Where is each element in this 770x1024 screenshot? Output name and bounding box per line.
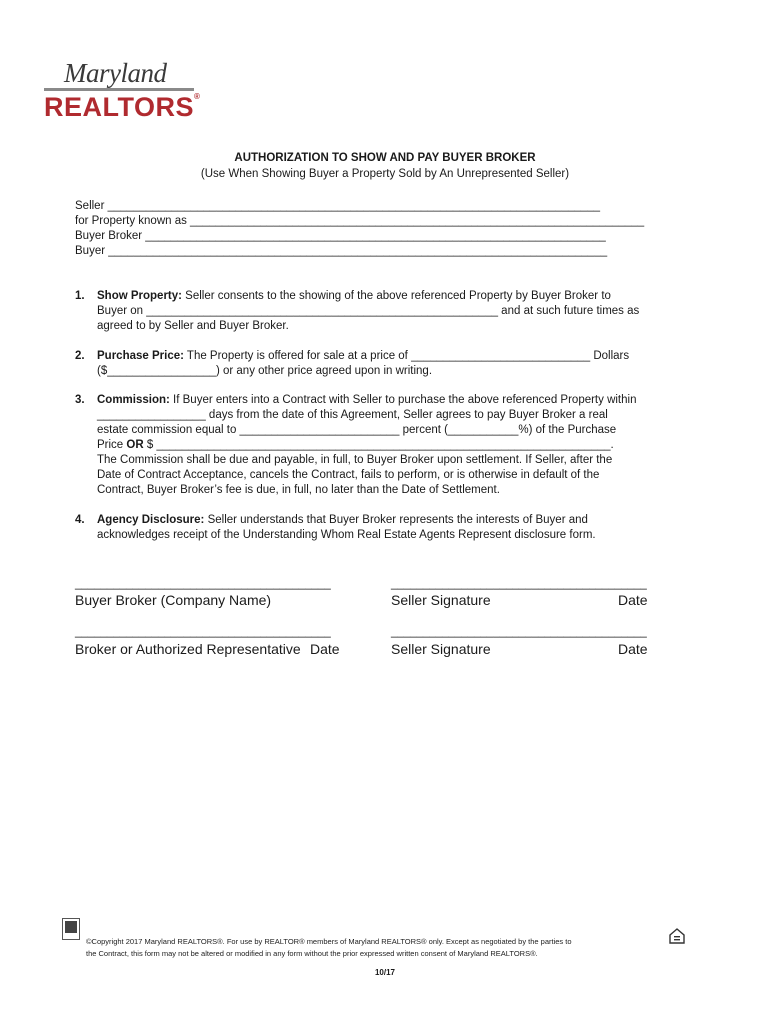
section-body (97, 513, 695, 543)
property-field[interactable]: for Property known as _______________________________________________________________________ (75, 215, 645, 227)
price-numeric-field[interactable]: ($_________________) or any other price agreed upon in writing. (97, 365, 433, 377)
buyer-broker-company-line[interactable]: ________________________________________ (75, 578, 331, 590)
section-body (97, 349, 695, 379)
section-heading: Commission: (97, 394, 170, 406)
section-heading: Show Property: (97, 290, 182, 302)
price-field[interactable]: The Property is offered for sale at a price of ____________________________ Dollars (183, 350, 630, 362)
section-text: The Commission shall be due and payable, in full, to Buyer Broker upon settlement. If Seller, after the (97, 454, 613, 466)
section-agency-disclosure (75, 513, 695, 543)
date-label: Date (618, 641, 648, 657)
section-text: Contract, Buyer Broker’s fee is due, in full, no later than the Date of Settlement. (97, 484, 500, 496)
buyer-broker-company-label: Buyer Broker (Company Name) (75, 592, 272, 608)
section-text: agreed to by Seller and Buyer Broker. (97, 320, 289, 332)
flat-fee-field[interactable]: Price OR $ _______________________________________________________________________. (97, 439, 614, 451)
section-commission (75, 393, 695, 498)
section-heading: Purchase Price: (97, 350, 184, 362)
buyer-field[interactable]: Buyer ______________________________________________________________________________ (75, 245, 608, 257)
buyer-broker-field[interactable]: Buyer Broker ________________________________________________________________________ (75, 230, 606, 242)
logo-reg: ® (194, 92, 201, 101)
logo-script: Maryland (64, 58, 167, 88)
equal-housing-icon (668, 927, 686, 945)
broker-rep-label: Broker or Authorized Representative (75, 641, 301, 657)
seller-signature-line-1[interactable]: ________________________________________ (391, 578, 647, 590)
section-purchase-price (75, 349, 695, 379)
seller-signature-label: Seller Signature (391, 592, 491, 608)
section-body (97, 393, 695, 498)
section-text: Seller understands that Buyer Broker represents the interests of Buyer and (204, 514, 588, 526)
section-text: Seller consents to the showing of the above referenced Property by Buyer Broker to (181, 290, 611, 302)
logo-word: REALTORS (44, 92, 195, 122)
section-show-property (75, 289, 695, 334)
section-text: If Buyer enters into a Contract with Seller to purchase the above referenced Property within (169, 394, 637, 406)
broker-rep-date-label: Date (310, 641, 340, 657)
section-number: 2. (75, 350, 85, 362)
days-field[interactable]: _________________ days from the date of this Agreement, Seller agrees to pay Buyer Broker a real (97, 409, 608, 421)
section-body (97, 289, 695, 334)
seller-signature-line-2[interactable]: ________________________________________ (391, 626, 647, 638)
page-title: AUTHORIZATION TO SHOW AND PAY BUYER BROKER (234, 152, 536, 164)
seller-signature-label: Seller Signature (391, 641, 491, 657)
section-heading: Agency Disclosure: (97, 514, 205, 526)
copyright-footer: ©Copyright 2017 Maryland REALTORS®. For use by REALTOR® members of Maryland REALTORS® only. Except as negotiated by the parties to the Contract, this form may not be altered or modified in any form without the prior expressed written consent of Maryland REALTORS®. (86, 937, 572, 958)
page-subtitle: (Use When Showing Buyer a Property Sold by An Unrepresented Seller) (200, 168, 570, 180)
logo-divider (44, 88, 194, 91)
page-number: 10/17 (374, 968, 396, 977)
section-text: acknowledges receipt of the Understanding Whom Real Estate Agents Represent disclosure form. (97, 529, 596, 541)
section-number: 3. (75, 394, 85, 406)
logo (44, 92, 200, 123)
section-number: 1. (75, 290, 85, 302)
section-text: Date of Contract Acceptance, cancels the Contract, fails to perform, or is otherwise in default of the (97, 469, 600, 481)
realtor-logo-icon (62, 918, 80, 940)
broker-rep-line[interactable]: ________________________________________ (75, 626, 331, 638)
date-label: Date (618, 592, 648, 608)
section-number: 4. (75, 514, 85, 526)
show-date-field[interactable]: Buyer on _______________________________________________________ and at such future times as (97, 305, 640, 317)
percent-field[interactable]: estate commission equal to _________________________ percent (___________%) of the Purchase (97, 424, 617, 436)
seller-field[interactable]: Seller _____________________________________________________________________________ (75, 200, 601, 212)
